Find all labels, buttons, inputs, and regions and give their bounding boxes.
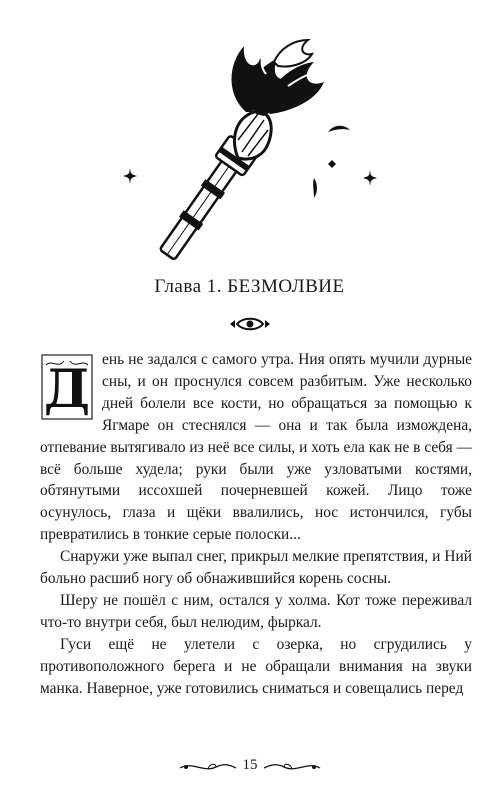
paragraph xyxy=(40,349,472,546)
paragraph: Снаружи уже выпал снег, прикрыл мелкие препятствия, и Ний больно расшиб ногу об обнажившийся корень сосны. xyxy=(40,548,472,588)
page-footer xyxy=(0,756,499,778)
drop-cap-letter: Д xyxy=(43,359,91,420)
chapter-title: Глава 1. БЕЗМОЛВИЕ xyxy=(154,276,345,297)
drop-cap xyxy=(40,353,94,421)
paragraph-text: ень не задался с самого утра. Ния опять мучили дурные сны, и он проснулся совсем разбитым. Уже несколько дней болели все кости, но обращаться за помощью к Ягмаре он стеснялся — она и так была измождена, отпевание вытягивало из неё все силы, и хоть ела как не в себя — всё больше худела; руки были уже узловатыми костями, обтянутыми иссохшей почерневшей кожей. Лицо тоже осунулось, глаза и щёки ввалились, нос истончился, губы превратились в тонкие серые полоски... xyxy=(40,351,472,544)
burning-torch-icon xyxy=(118,28,378,268)
footer-flourish-right-icon xyxy=(262,759,322,775)
eye-ornament-icon xyxy=(229,316,271,332)
chapter-body xyxy=(40,349,472,700)
paragraph: Шеру не пошёл с ним, остался у холма. Кот тоже переживал что-то внутри себя, был нелюдим, фыркал. xyxy=(40,591,472,631)
page-number: 15 xyxy=(242,757,258,773)
torch-illustration xyxy=(118,28,378,268)
paragraph: Гуси ещё не улетели с озерка, но сгрудились у противоположного берега и не обращали внимания на звуки манка. Наверное, уже готовились сниматься и совещались перед xyxy=(40,635,472,697)
footer-flourish-left-icon xyxy=(178,759,238,775)
